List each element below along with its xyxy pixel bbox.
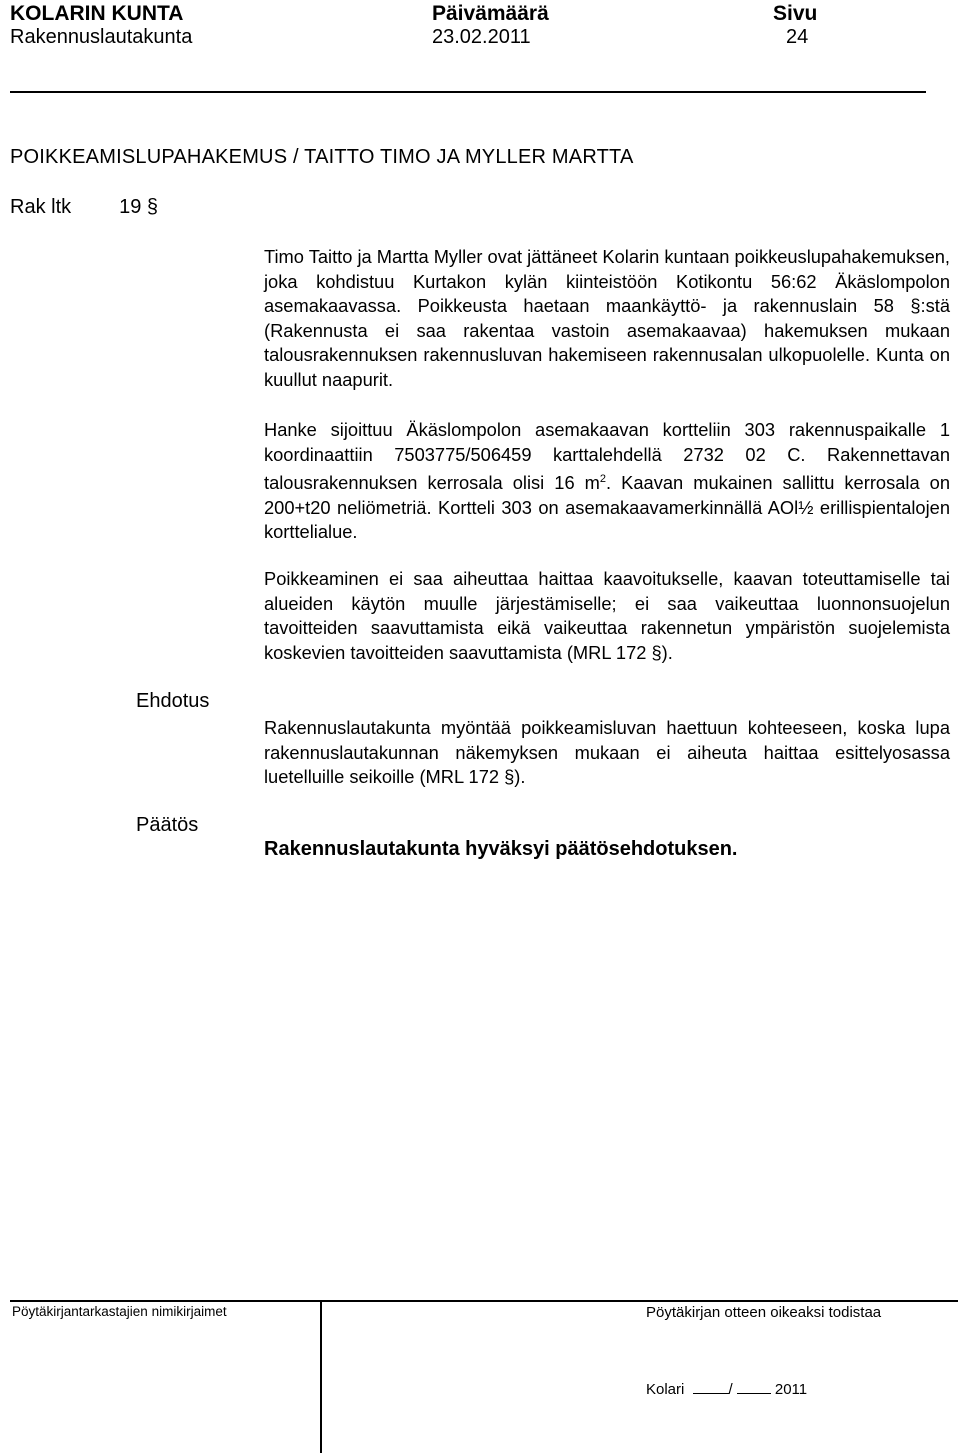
paragraph-conditions-text: Poikkeaminen ei saa aiheuttaa haittaa kaavoitukselle, kaavan toteuttamiselle tai alueiden käytön muulle järjestämiselle; ei saa vaikeuttaa luonnonsuojelun tavoitteiden saavuttamista eikä vaikeuttaa rakennetun ympäristön suojelemista koskevien tavoitteiden saavuttamista (MRL 172 §). (264, 568, 950, 663)
paragraph-project-text (264, 418, 950, 545)
paragraph-application (264, 245, 950, 392)
decision-text: Rakennuslautakunta hyväksyi päätösehdotuksen. (264, 838, 738, 860)
organization-name: KOLARIN KUNTA (10, 2, 184, 25)
section-number: 19 § (119, 196, 159, 218)
page-label: Sivu (773, 2, 818, 25)
date-value: 23.02.2011 (432, 26, 531, 48)
section-code: Rak ltk (10, 196, 72, 218)
paragraph-project-part2: . Kaavan mukainen sallittu kerrosala on 200+t20 neliömetriä. Kortteli 303 on asemakaavamerkinnällä AOl½ erillispientalojen korttelialue. (264, 472, 950, 543)
footer-certification-label: Pöytäkirjan otteen oikeaksi todistaa (646, 1304, 882, 1321)
footer-slash: / (728, 1381, 733, 1398)
footer-month-blank (737, 1379, 771, 1394)
section-code-row (10, 196, 158, 219)
paragraph-project-part1: Hanke sijoittuu Äkäslompolon asemakaavan kortteliin 303 rakennuspaikalle 1 koordinaattiin 7503775/506459 karttalehdellä 2732 02 C. Rakennettavan talousrakennuksen kerrosala olisi 16 m (264, 419, 950, 494)
footer-year: 2011 (774, 1381, 808, 1398)
footer-inspectors-label: Pöytäkirjantarkastajien nimikirjaimet (12, 1304, 227, 1319)
paragraph-conditions (264, 567, 950, 665)
paragraph-proposal-text: Rakennuslautakunta myöntää poikkeamisluvan haettuun kohteeseen, koska lupa rakennuslautakunnan näkemyksen mukaan ei aiheuta haittaa esittelyosassa luetelluille seikoille (MRL 172 §). (264, 717, 950, 787)
paatos-label: Päätös (136, 814, 199, 836)
page-number: 24 (786, 26, 809, 48)
date-label: Päivämäärä (432, 2, 549, 25)
paragraph-project (264, 418, 950, 545)
footer-column-separator (320, 1300, 322, 1453)
paragraph-application-text: Timo Taitto ja Martta Myller ovat jättäneet Kolarin kuntaan poikkeuslupahakemuksen, joka kohdistuu Kurtakon kylän kiinteistöön Kotikontu 56:62 Äkäslompolon asemakaavassa. Poikkeusta haetaan maankäyttö- ja rakennuslain 58 §:stä (Rakennusta ei saa rakentaa vastoin asemakaavaa) hakemuksen mukaan talousrakennuksen rakennusluvan hakemiseen rakennusalan ulkopuolelle. Kunta on kuullut naapurit. (264, 246, 950, 390)
footer-divider (10, 1300, 958, 1302)
footer-date-line (646, 1379, 807, 1398)
header-divider (10, 91, 926, 93)
ehdotus-label: Ehdotus (136, 690, 210, 712)
organization-unit: Rakennuslautakunta (10, 26, 193, 48)
footer-day-blank (693, 1379, 729, 1394)
paragraph-proposal (264, 716, 950, 790)
superscript-2: 2 (599, 473, 607, 485)
section-title: POIKKEAMISLUPAHAKEMUS / TAITTO TIMO JA MYLLER MARTTA (10, 146, 634, 168)
footer-place: Kolari (646, 1381, 685, 1398)
